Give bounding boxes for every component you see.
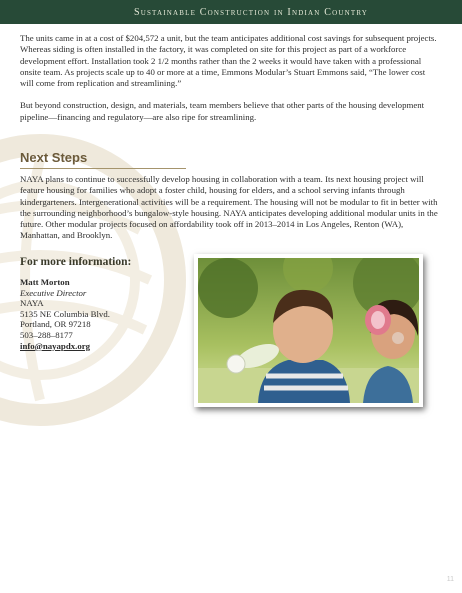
section-divider xyxy=(20,168,186,169)
paragraph-cost: The units came in at a cost of $204,572 a unit, but the team anticipates additional cost savings for subsequent projects. Whereas siding is often installed in the factory, it was completed on site for this project as part of a workforce development effort. Installation took 2 1/2 months rather than the 2 weeks it would have taken with a professional onsite team. As projects scale up to 40 or more at a time, Emmons Modular’s Stuart Emmons said, “The lower cost will come from replication and streamlining.” xyxy=(20,33,437,89)
children-photo xyxy=(198,258,419,403)
running-header-title: Sustainable Construction in Indian Country xyxy=(133,6,369,18)
contact-block xyxy=(20,277,110,351)
contact-city: Portland, OR 97218 xyxy=(20,319,91,330)
contact-org: NAYA xyxy=(20,298,44,309)
contact-street: 5135 NE Columbia Blvd. xyxy=(20,308,110,319)
running-header xyxy=(0,0,462,24)
page-number: 11 xyxy=(446,576,454,583)
contact-name: Matt Morton xyxy=(20,277,70,287)
article-top xyxy=(20,33,440,123)
contact-phone: 503–288–8177 xyxy=(20,329,73,340)
paragraph-pipeline: But beyond construction, design, and materials, team members believe that other parts of the housing development pipeline—financing and regulatory—are also ripe for streamlining. xyxy=(20,100,425,122)
contact-email-link[interactable]: info@nayapdx.org xyxy=(20,340,91,351)
photo-frame xyxy=(194,254,423,407)
more-info-heading: For more information: xyxy=(20,256,132,268)
paragraph-next-steps: NAYA plans to continue to successfully develop housing in collaboration with a team. Its next housing project will feature housing for families who adopt a foster child, housing for elders, and a school serving infants through kindergarteners. Intergenerational activities will be a requirement. The housing will not be modular to fit in better with the surrounding neighborhood’s bungalow-style housing. NAYA anticipates developing additional modular units in the future. Other modular projects focused on affordability took off in 2013–2014 in Los Angeles, Renton (WA), Manhattan, and Brooklyn. xyxy=(20,174,438,241)
contact-title: Executive Director xyxy=(20,287,87,298)
next-steps-heading: Next Steps xyxy=(20,150,88,165)
